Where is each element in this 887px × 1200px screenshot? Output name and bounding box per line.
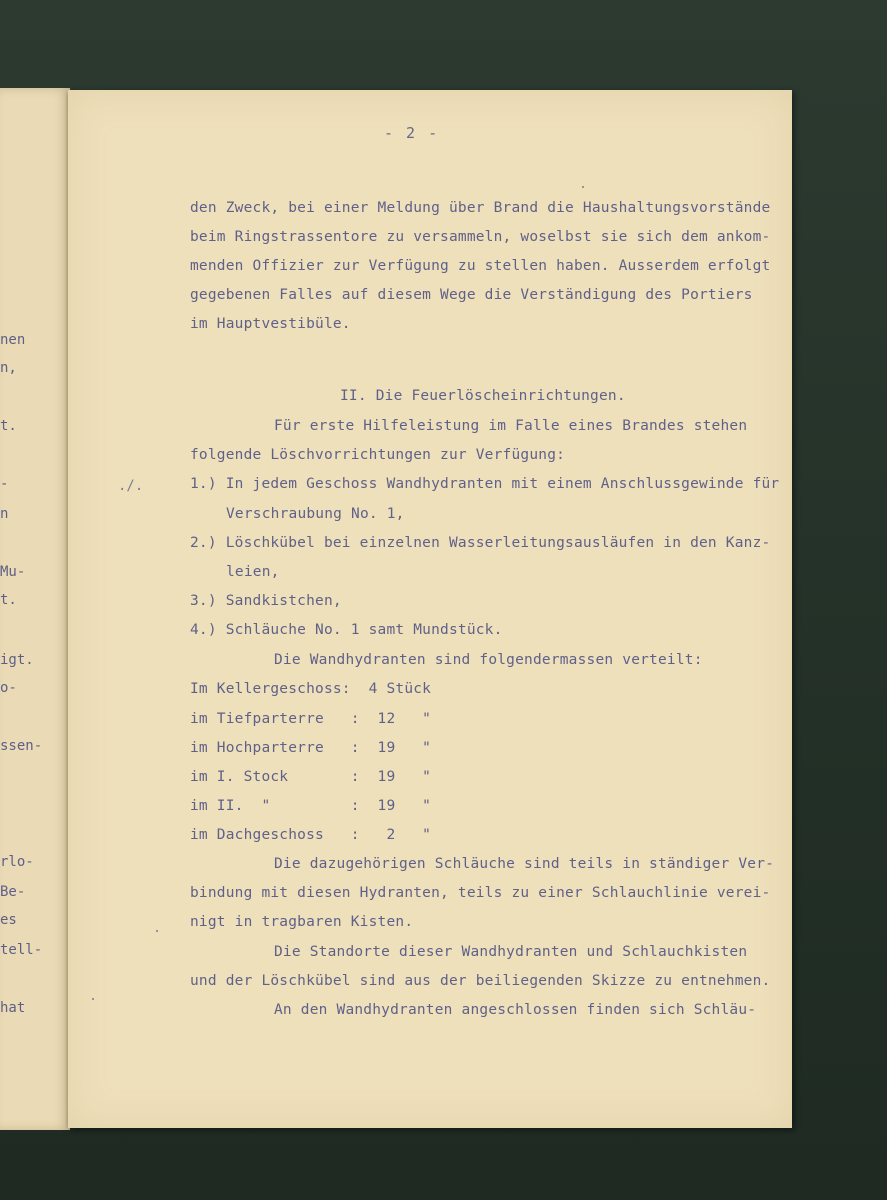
text-line: beim Ringstrassentore zu versammeln, woselbst sie sich dem ankom- — [190, 229, 771, 245]
text-line: gegebenen Falles auf diesem Wege die Verständigung des Portiers — [190, 287, 753, 303]
paper-speck — [92, 998, 94, 1000]
list-item-continuation: leien, — [226, 564, 280, 580]
text-line: den Zweck, bei einer Meldung über Brand die Haushaltungsvorstände — [190, 200, 771, 216]
list-item: 3.) Sandkistchen, — [190, 593, 342, 609]
text-line: menden Offizier zur Verfügung zu stellen haben. Ausserdem erfolgt — [190, 258, 771, 274]
list-item: 4.) Schläuche No. 1 samt Mundstück. — [190, 622, 503, 638]
left-fragment: o- — [0, 680, 17, 696]
left-fragment: Mu- — [0, 564, 26, 580]
left-fragment: Be- — [0, 884, 26, 900]
table-row: Im Kellergeschoss: 4 Stück — [190, 681, 432, 697]
table-row: im Dachgeschoss : 2 " — [190, 827, 432, 843]
text-line: im Hauptvestibüle. — [190, 316, 351, 332]
left-fragment: rlo- — [0, 854, 34, 870]
table-row: im Tiefparterre : 12 " — [190, 711, 432, 727]
text-line: An den Wandhydranten angeschlossen finden sich Schläu- — [274, 1002, 757, 1018]
left-fragment: igt. — [0, 652, 34, 668]
left-fragment: n, — [0, 360, 17, 376]
table-row: im I. Stock : 19 " — [190, 769, 432, 785]
text-line: folgende Löschvorrichtungen zur Verfügung: — [190, 447, 566, 463]
text-line: nigt in tragbaren Kisten. — [190, 914, 414, 930]
list-item: 1.) In jedem Geschoss Wandhydranten mit einem Anschlussgewinde für — [190, 476, 780, 492]
left-fragment: hat — [0, 1000, 26, 1016]
left-fragment: t. — [0, 592, 17, 608]
list-item-continuation: Verschraubung No. 1, — [226, 506, 405, 522]
left-fragment: es — [0, 912, 17, 928]
paper-speck — [156, 930, 158, 932]
left-fragment: t. — [0, 418, 17, 434]
left-fragment: nen — [0, 332, 26, 348]
left-fragment: - — [0, 476, 9, 492]
text-line: Für erste Hilfeleistung im Falle eines Brandes stehen — [274, 418, 748, 434]
text-line: und der Löschkübel sind aus der beiliegenden Skizze zu entnehmen. — [190, 973, 771, 989]
section-heading: II. Die Feuerlöscheinrichtungen. — [340, 388, 626, 404]
left-fragment: n — [0, 506, 9, 522]
page-number: - 2 - — [384, 124, 440, 142]
text-line: Die Wandhydranten sind folgendermassen verteilt: — [274, 652, 703, 668]
text-line: Die Standorte dieser Wandhydranten und Schlauchkisten — [274, 944, 748, 960]
left-page-fragment — [0, 88, 70, 1130]
left-fragment: tell- — [0, 942, 43, 958]
text-line: bindung mit diesen Hydranten, teils zu einer Schlauchlinie verei- — [190, 885, 771, 901]
table-row: im II. " : 19 " — [190, 798, 432, 814]
table-row: im Hochparterre : 19 " — [190, 740, 432, 756]
list-item: 2.) Löschkübel bei einzelnen Wasserleitungsausläufen in den Kanz- — [190, 535, 771, 551]
paper-speck — [582, 186, 584, 188]
left-fragment: ssen- — [0, 738, 43, 754]
margin-annotation: ./. — [118, 478, 144, 494]
text-line: Die dazugehörigen Schläuche sind teils in ständiger Ver- — [274, 856, 775, 872]
